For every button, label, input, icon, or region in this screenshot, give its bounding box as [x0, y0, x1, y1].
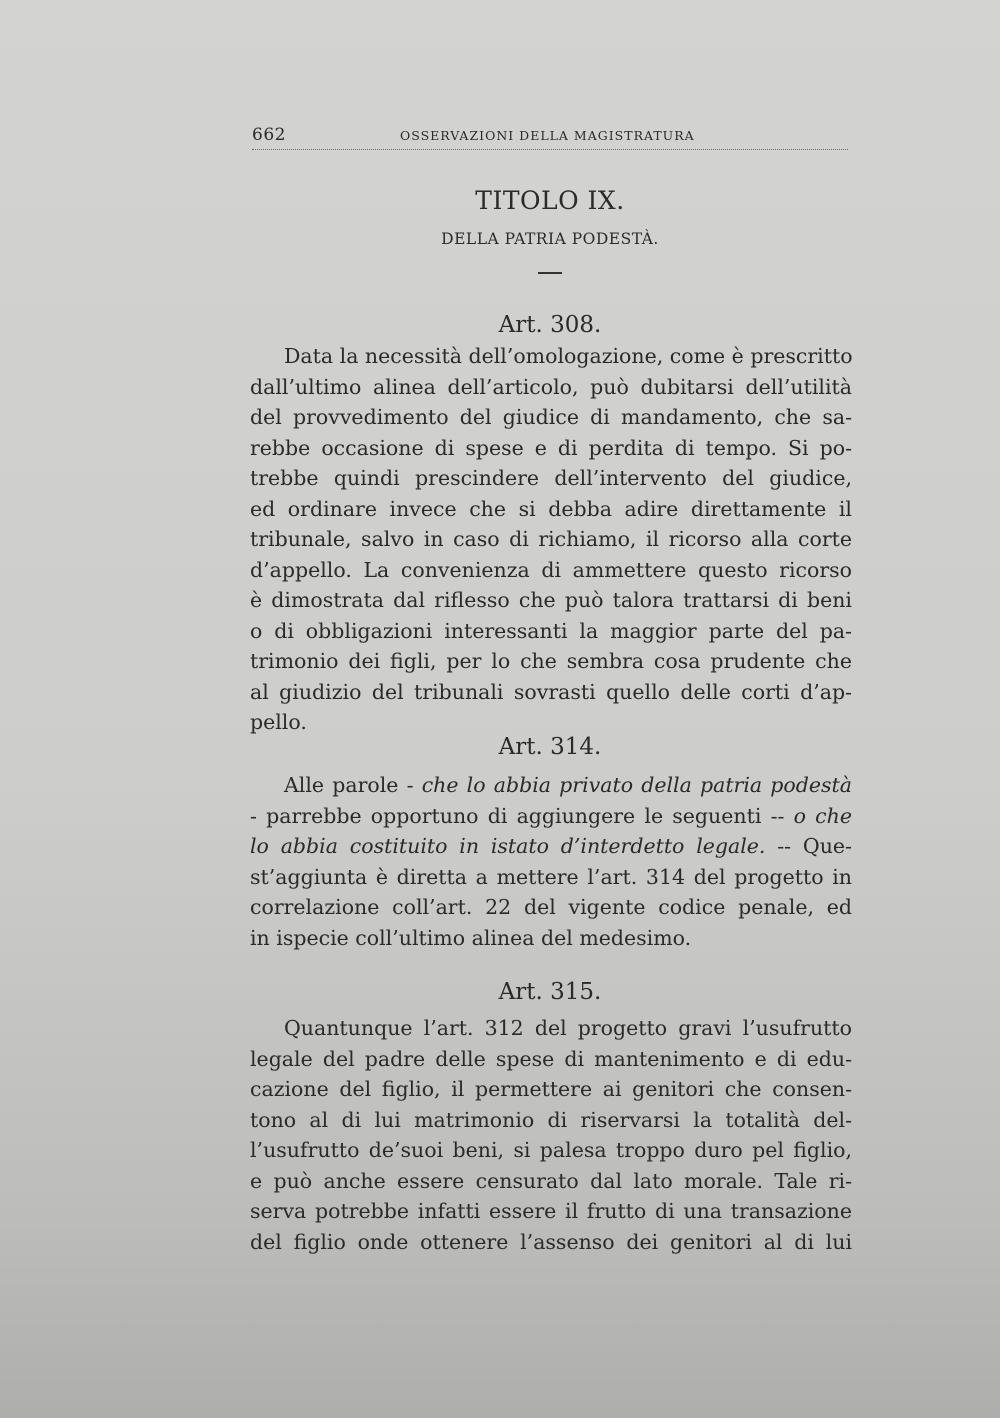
running-header	[252, 125, 848, 150]
page-number: 662	[252, 125, 286, 145]
paragraph-line: al giudizio del tribunali sovrasti quello delle corti d’ap-	[250, 679, 852, 704]
article-314-heading: Art. 314.	[498, 734, 602, 760]
paragraph-line: cazione del figlio, il permettere ai genitori che consen-	[250, 1077, 852, 1101]
paragraph-line: correlazione coll’art. 22 del vigente codice penale, ed	[250, 895, 852, 919]
text-run: -- Que-	[765, 834, 852, 858]
paragraph-line	[250, 770, 852, 801]
italic-quote: che lo abbia privato della patria podestà	[421, 773, 853, 797]
paragraph-line: in ispecie coll’ultimo alinea del medesimo.	[250, 925, 692, 950]
paragraph-line	[250, 801, 852, 832]
paragraph-line: ed ordinare invece che si debba adire direttamente il	[250, 496, 852, 521]
paragraph-line: d’appello. La convenienza di ammettere questo ricorso	[250, 557, 852, 582]
paragraph-line: st’aggiunta è diretta a mettere l’art. 314 del progetto in	[250, 864, 852, 889]
article-315-heading: Art. 315.	[498, 979, 602, 1005]
section-subtitle: DELLA PATRIA PODESTÀ.	[441, 230, 659, 248]
paragraph-line: è dimostrata dal riflesso che può talora trattarsi di beni	[250, 588, 852, 612]
text-run: Alle parole -	[284, 773, 422, 797]
paragraph-line: Quantunque l’art. 312 del progetto gravi l’usufrutto	[284, 1016, 852, 1040]
paragraph-line: legale del padre delle spese di mantenimento e di edu-	[250, 1046, 852, 1071]
italic-quote: o che	[793, 803, 852, 828]
paragraph-line: e può anche essere censurato dal lato morale. Tale ri-	[250, 1168, 852, 1193]
paragraph-line: del figlio onde ottenere l’assenso dei genitori al di lui	[250, 1229, 852, 1254]
paragraph-line: trebbe quindi prescindere dell’intervento del giudice,	[250, 466, 852, 490]
paragraph-line	[250, 831, 852, 862]
paragraph-line: trimonio dei figli, per lo che sembra cosa prudente che	[250, 649, 852, 673]
article-314-body	[250, 770, 852, 953]
paragraph-line: Data la necessità dell’omologazione, come è prescritto	[284, 344, 853, 368]
text-run: - parrebbe opportuno di aggiungere le seguenti --	[250, 803, 794, 828]
paragraph-line: tribunale, salvo in caso di richiamo, il ricorso alla corte	[250, 527, 852, 551]
running-title: OSSERVAZIONI DELLA MAGISTRATURA	[400, 128, 695, 143]
paragraph-line: o di obbligazioni interessanti la maggior parte del pa-	[250, 618, 852, 643]
paragraph-line: serva potrebbe infatti essere il frutto di una transazione	[250, 1199, 852, 1223]
paragraph-line: pello.	[250, 710, 307, 734]
article-315-body	[250, 1013, 852, 1257]
section-title: TITOLO IX.	[475, 186, 625, 215]
paragraph-line: dall’ultimo alinea dell’articolo, può dubitarsi dell’utilità	[250, 374, 852, 399]
paragraph-line: tono al di lui matrimonio di riservarsi la totalità del-	[250, 1107, 852, 1132]
paragraph-line: l’usufrutto de’suoi beni, si palesa troppo duro pel figlio,	[250, 1138, 852, 1162]
paragraph-line: rebbe occasione di spese e di perdita di tempo. Si po-	[250, 435, 852, 460]
paragraph-line: del provvedimento del giudice di mandamento, che sa-	[250, 405, 852, 429]
article-308-heading: Art. 308.	[498, 312, 602, 338]
article-308-body	[250, 341, 852, 738]
italic-quote: lo abbia costituito in istato d’interdetto legale.	[250, 834, 766, 858]
title-rule	[538, 272, 562, 274]
